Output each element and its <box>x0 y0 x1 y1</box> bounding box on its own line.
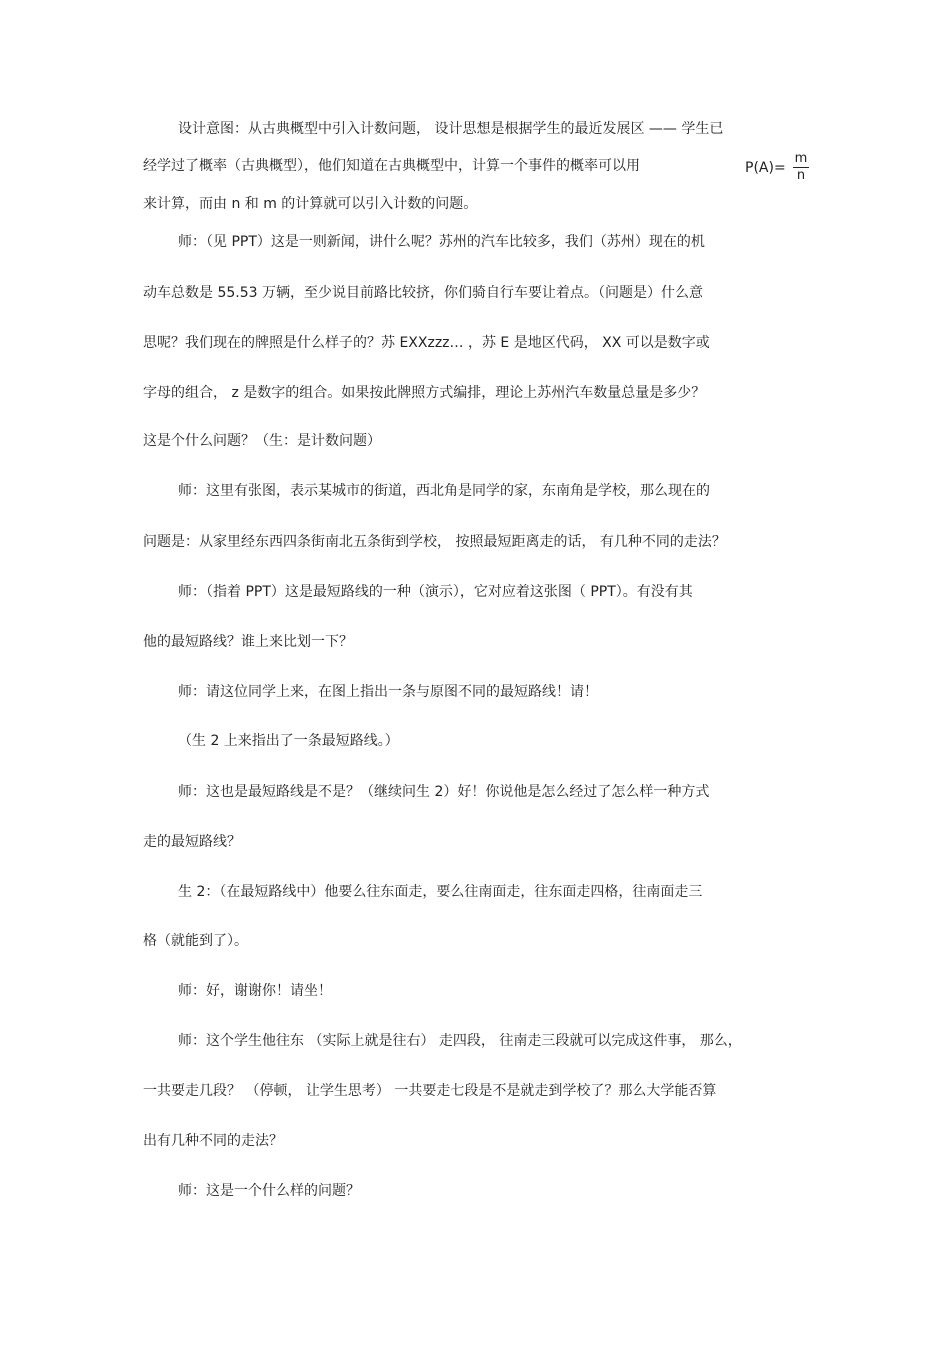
paragraph-line: 动车总数是 55.53 万辆，至少说目前路比较挤，你们骑自行车要让着点。（问题是）什么意 <box>143 285 703 301</box>
design-intent-line-1: 设计意图：从古典概型中引入计数问题， 设计思想是根据学生的最近发展区 —— 学生已 <box>178 121 724 137</box>
paragraph-line: 师：这是一个什么样的问题？ <box>178 1183 360 1199</box>
paragraph-line: 出有几种不同的走法？ <box>143 1133 283 1149</box>
paragraph-line: 他的最短路线？谁上来比划一下？ <box>143 634 353 650</box>
formula-lhs: P(A)= <box>745 160 786 176</box>
design-intent-line-2: 经学过了概率（古典概型），他们知道在古典概型中，计算一个事件的概率可以用 <box>143 158 640 174</box>
paragraph-line: 这是个什么问题？（生：是计数问题） <box>143 433 381 449</box>
fraction-denominator: n <box>796 168 806 183</box>
paragraph-line: 走的最短路线？ <box>143 834 241 850</box>
paragraph-line: 师：（指着 PPT）这是最短路线的一种（演示），它对应着这张图（ PPT）。有没有其 <box>178 584 693 600</box>
paragraph-line: 师：（见 PPT）这是一则新闻，讲什么呢？苏州的汽车比较多，我们（苏州）现在的机 <box>178 234 705 250</box>
paragraph-line: 格（就能到了）。 <box>143 933 248 949</box>
paragraph-line: 师：这个学生他往东 （实际上就是往右） 走四段， 往南走三段就可以完成这件事， 那么， <box>178 1033 742 1049</box>
paragraph-line: 师：请这位同学上来，在图上指出一条与原图不同的最短路线！请！ <box>178 684 598 700</box>
paragraph-line: 字母的组合， z 是数字的组合。如果按此牌照方式编排，理论上苏州汽车数量总量是多少？ <box>143 385 706 401</box>
probability-fraction <box>793 152 809 183</box>
paragraph-line: 师：好，谢谢你！请坐！ <box>178 983 332 999</box>
paragraph-line: （生 2 上来指出了一条最短路线。） <box>178 733 399 749</box>
design-intent-line-3: 来计算，而由 n 和 m 的计算就可以引入计数的问题。 <box>143 196 478 212</box>
paragraph-line: 师：这里有张图，表示某城市的街道，西北角是同学的家，东南角是学校，那么现在的 <box>178 483 710 499</box>
paragraph-line: 问题是：从家里经东西四条街南北五条街到学校， 按照最短距离走的话， 有几种不同的走法？ <box>143 534 726 550</box>
paragraph-line: 生 2：（在最短路线中）他要么往东面走，要么往南面走，往东面走四格，往南面走三 <box>178 884 703 900</box>
fraction-numerator: m <box>794 151 808 166</box>
paragraph-line: 师：这也是最短路线是不是？（继续问生 2）好！你说他是怎么经过了怎么样一种方式 <box>178 784 710 800</box>
paragraph-line: 思呢？我们现在的牌照是什么样子的？苏 EXXzzz… ，苏 E 是地区代码， XX 可以是数字或 <box>143 335 710 351</box>
paragraph-line: 一共要走几段？ （停顿， 让学生思考） 一共要走七段是不是就走到学校了？那么大学能否算 <box>143 1083 717 1099</box>
